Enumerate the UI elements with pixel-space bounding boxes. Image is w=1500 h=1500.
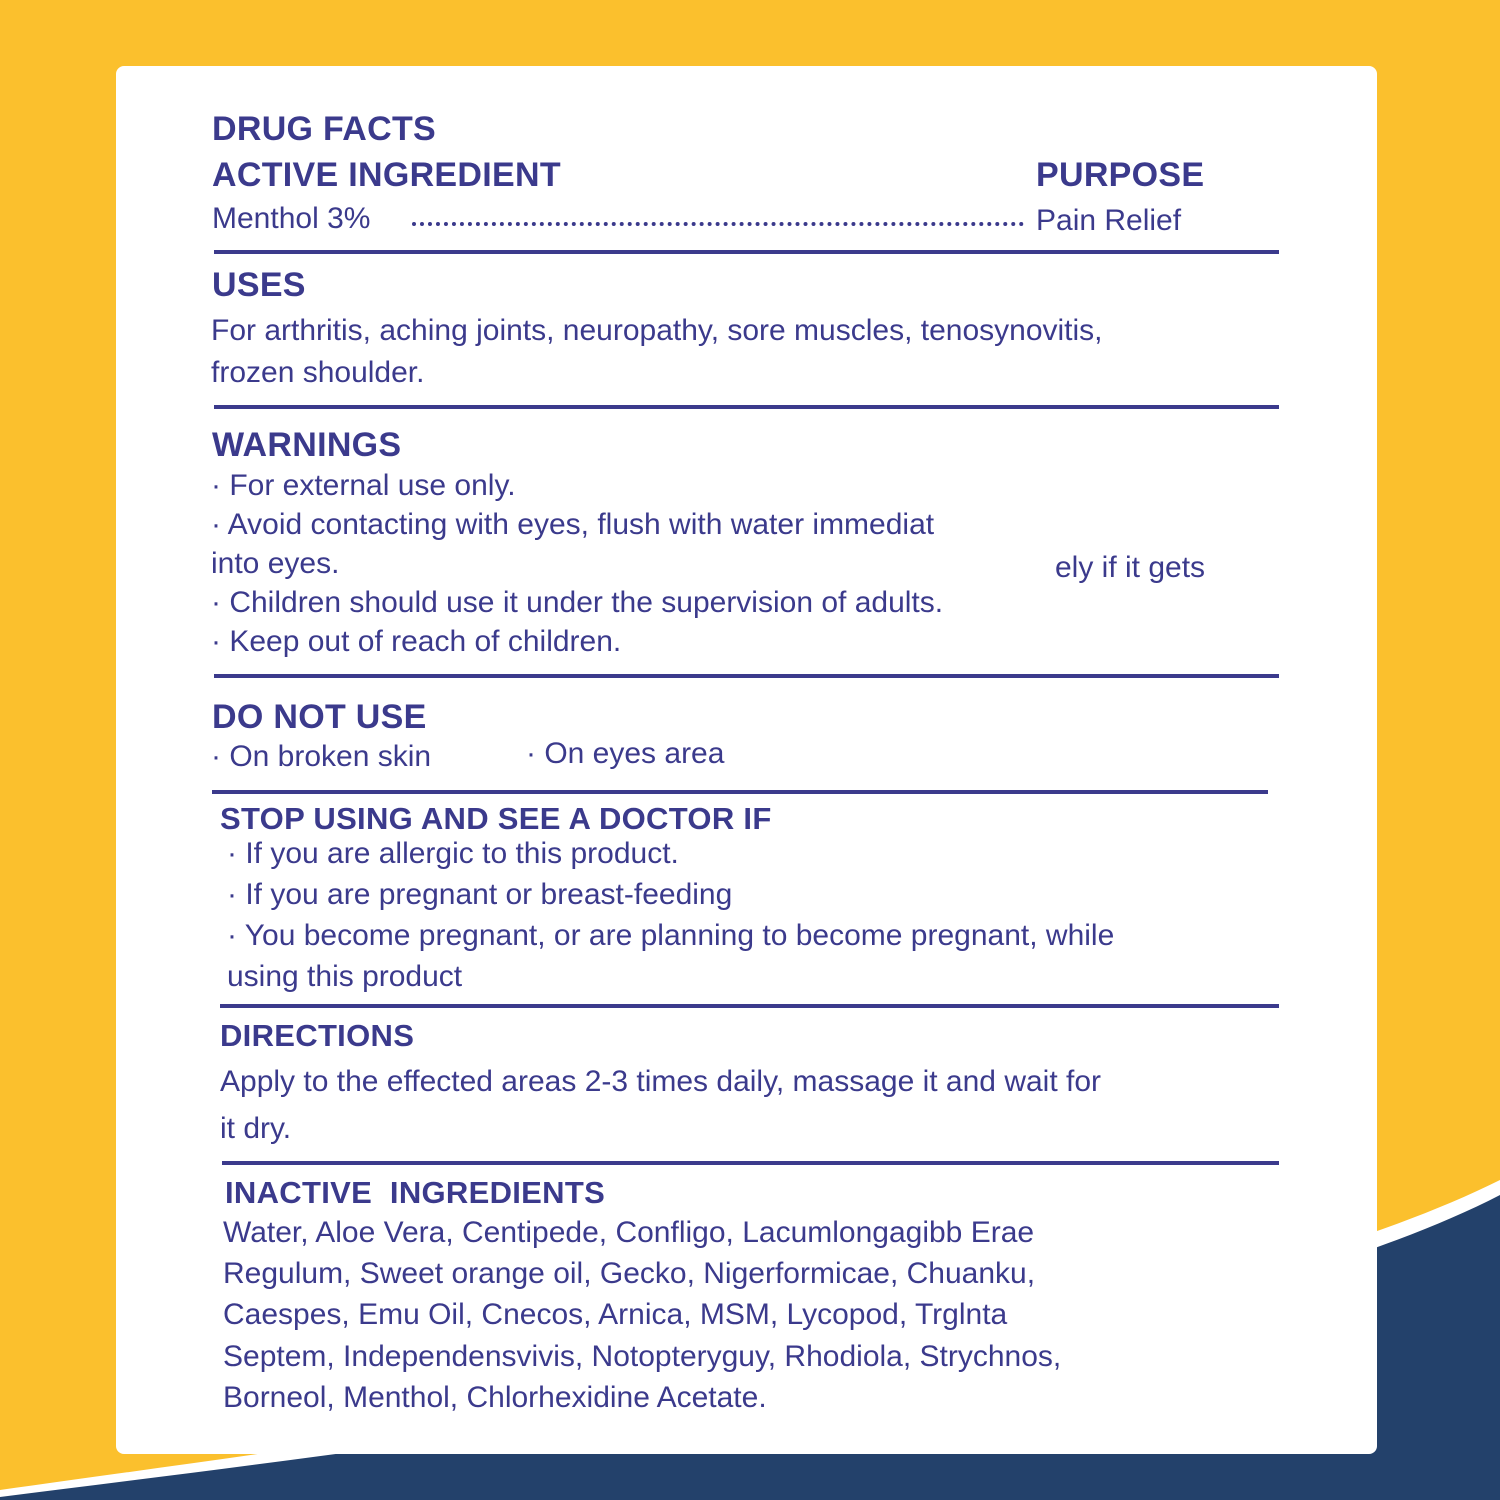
- warnings-heading: WARNINGS: [212, 426, 402, 464]
- inactive-ingredients-line-3: Caespes, Emu Oil, Cnecos, Arnica, MSM, Lycopod, Trglnta: [223, 1298, 1008, 1331]
- do-not-use-item: · On eyes area: [526, 737, 725, 770]
- stop-using-heading: STOP USING AND SEE A DOCTOR IF: [220, 801, 772, 836]
- directions-heading: DIRECTIONS: [220, 1018, 415, 1053]
- warnings-line-4: · Children should use it under the supervision of adults.: [211, 586, 944, 619]
- stop-using-line-4: using this product: [227, 960, 463, 993]
- stop-using-line-2: · If you are pregnant or breast-feeding: [227, 878, 733, 911]
- inactive-ingredients-line-2: Regulum, Sweet orange oil, Gecko, Nigerformicae, Chuanku,: [223, 1257, 1036, 1290]
- stop-using-line-3: · You become pregnant, or are planning to become pregnant, while: [227, 919, 1115, 952]
- dotted-leader: [412, 222, 1024, 226]
- section-divider: [214, 674, 1279, 678]
- section-divider: [212, 790, 1268, 794]
- warnings-line-3-right: ely if it gets: [1055, 551, 1206, 584]
- drug-facts-title: DRUG FACTS: [212, 110, 436, 148]
- warnings-line-1: · For external use only.: [211, 469, 516, 502]
- warnings-line-5: · Keep out of reach of children.: [211, 625, 622, 658]
- stop-using-line-1: · If you are allergic to this product.: [227, 837, 679, 870]
- section-divider: [214, 405, 1279, 409]
- section-divider: [220, 1004, 1279, 1008]
- uses-heading: USES: [212, 266, 306, 304]
- purpose-value: Pain Relief: [1036, 204, 1182, 237]
- section-divider: [214, 250, 1279, 254]
- warnings-line-3-left: into eyes.: [211, 547, 340, 580]
- do-not-use-heading: DO NOT USE: [212, 698, 427, 736]
- directions-line-1: Apply to the effected areas 2-3 times daily, massage it and wait for: [220, 1065, 1102, 1098]
- section-divider: [222, 1161, 1279, 1165]
- active-ingredient-heading: ACTIVE INGREDIENT: [212, 156, 561, 194]
- uses-line-2: frozen shoulder.: [211, 356, 425, 389]
- inactive-ingredients-line-1: Water, Aloe Vera, Centipede, Confligo, Lacumlongagibb Erae: [223, 1216, 1035, 1249]
- do-not-use-item: · On broken skin: [211, 740, 432, 773]
- inactive-ingredients-heading: INACTIVE INGREDIENTS: [225, 1175, 606, 1210]
- inactive-ingredients-line-5: Borneol, Menthol, Chlorhexidine Acetate.: [223, 1381, 767, 1414]
- drug-facts-panel: [116, 66, 1377, 1454]
- directions-line-2: it dry.: [220, 1112, 292, 1145]
- uses-line-1: For arthritis, aching joints, neuropathy, sore muscles, tenosynovitis,: [211, 314, 1103, 347]
- warnings-line-2: · Avoid contacting with eyes, flush with water immediat: [211, 508, 935, 541]
- active-ingredient-value: Menthol 3%: [212, 202, 371, 235]
- purpose-heading: PURPOSE: [1036, 156, 1205, 194]
- inactive-ingredients-line-4: Septem, Independensvivis, Notopteryguy, Rhodiola, Strychnos,: [223, 1340, 1062, 1373]
